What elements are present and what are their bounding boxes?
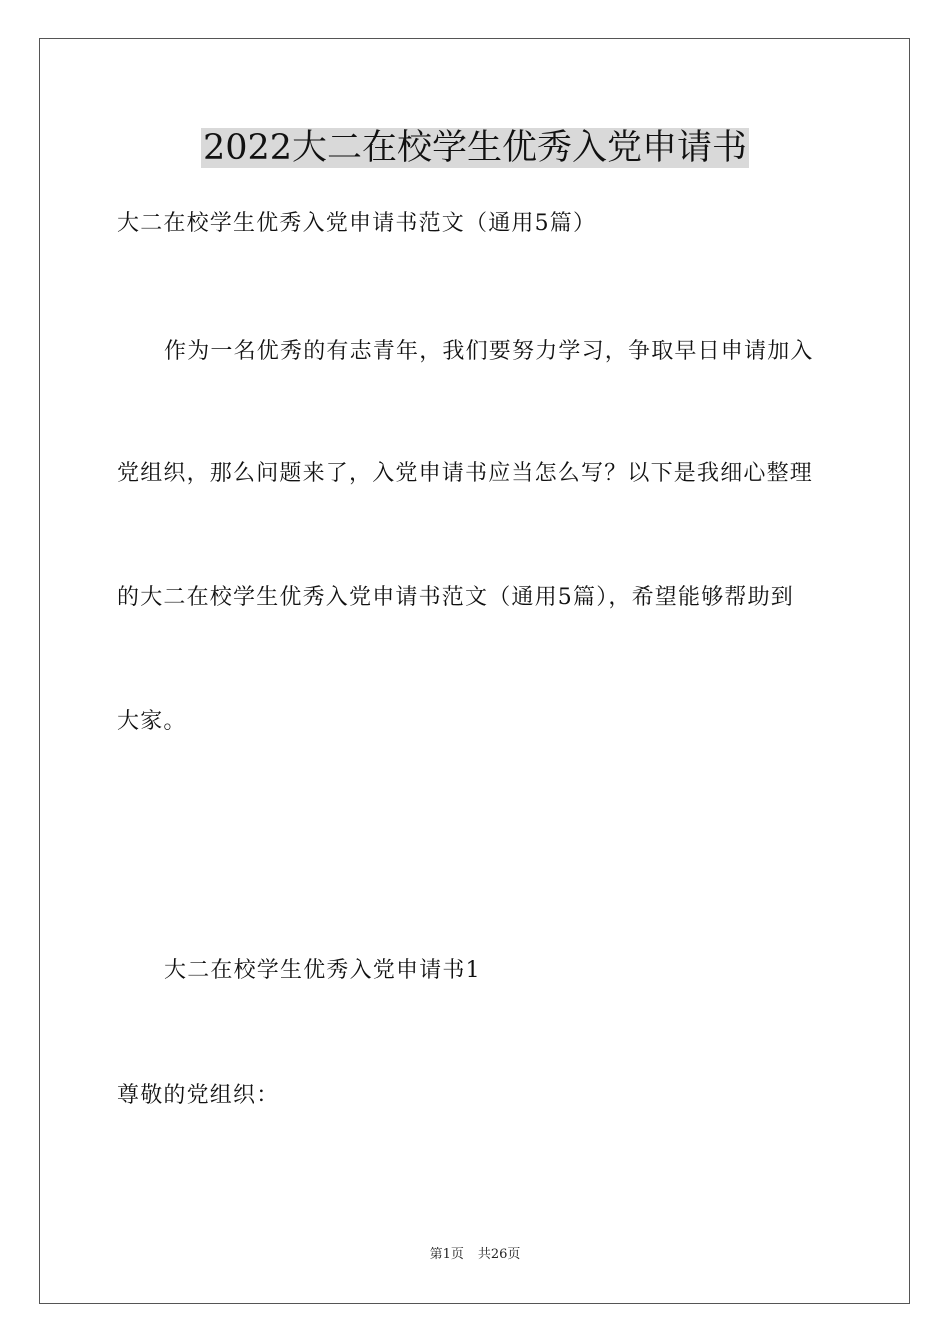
- page-number: 第1页: [429, 1247, 464, 1262]
- page-total: 共26页: [477, 1247, 521, 1262]
- intro-line-1: 作为一名优秀的有志青年，我们要努力学习，争取早日申请加入: [164, 339, 814, 364]
- page-footer: [0, 1246, 950, 1264]
- document-title-text: 2022大二在校学生优秀入党申请书: [202, 128, 748, 168]
- document-subtitle: 大二在校学生优秀入党申请书范文（通用5篇）: [117, 211, 597, 236]
- document-title: [0, 126, 950, 170]
- intro-line-4: 大家。: [117, 709, 187, 734]
- intro-line-3: 的大二在校学生优秀入党申请书范文（通用5篇），希望能够帮助到: [117, 585, 794, 610]
- section-heading: 大二在校学生优秀入党申请书1: [164, 958, 481, 983]
- salutation: 尊敬的党组织：: [117, 1083, 280, 1108]
- intro-line-2: 党组织，那么问题来了，入党申请书应当怎么写？以下是我细心整理: [117, 461, 814, 486]
